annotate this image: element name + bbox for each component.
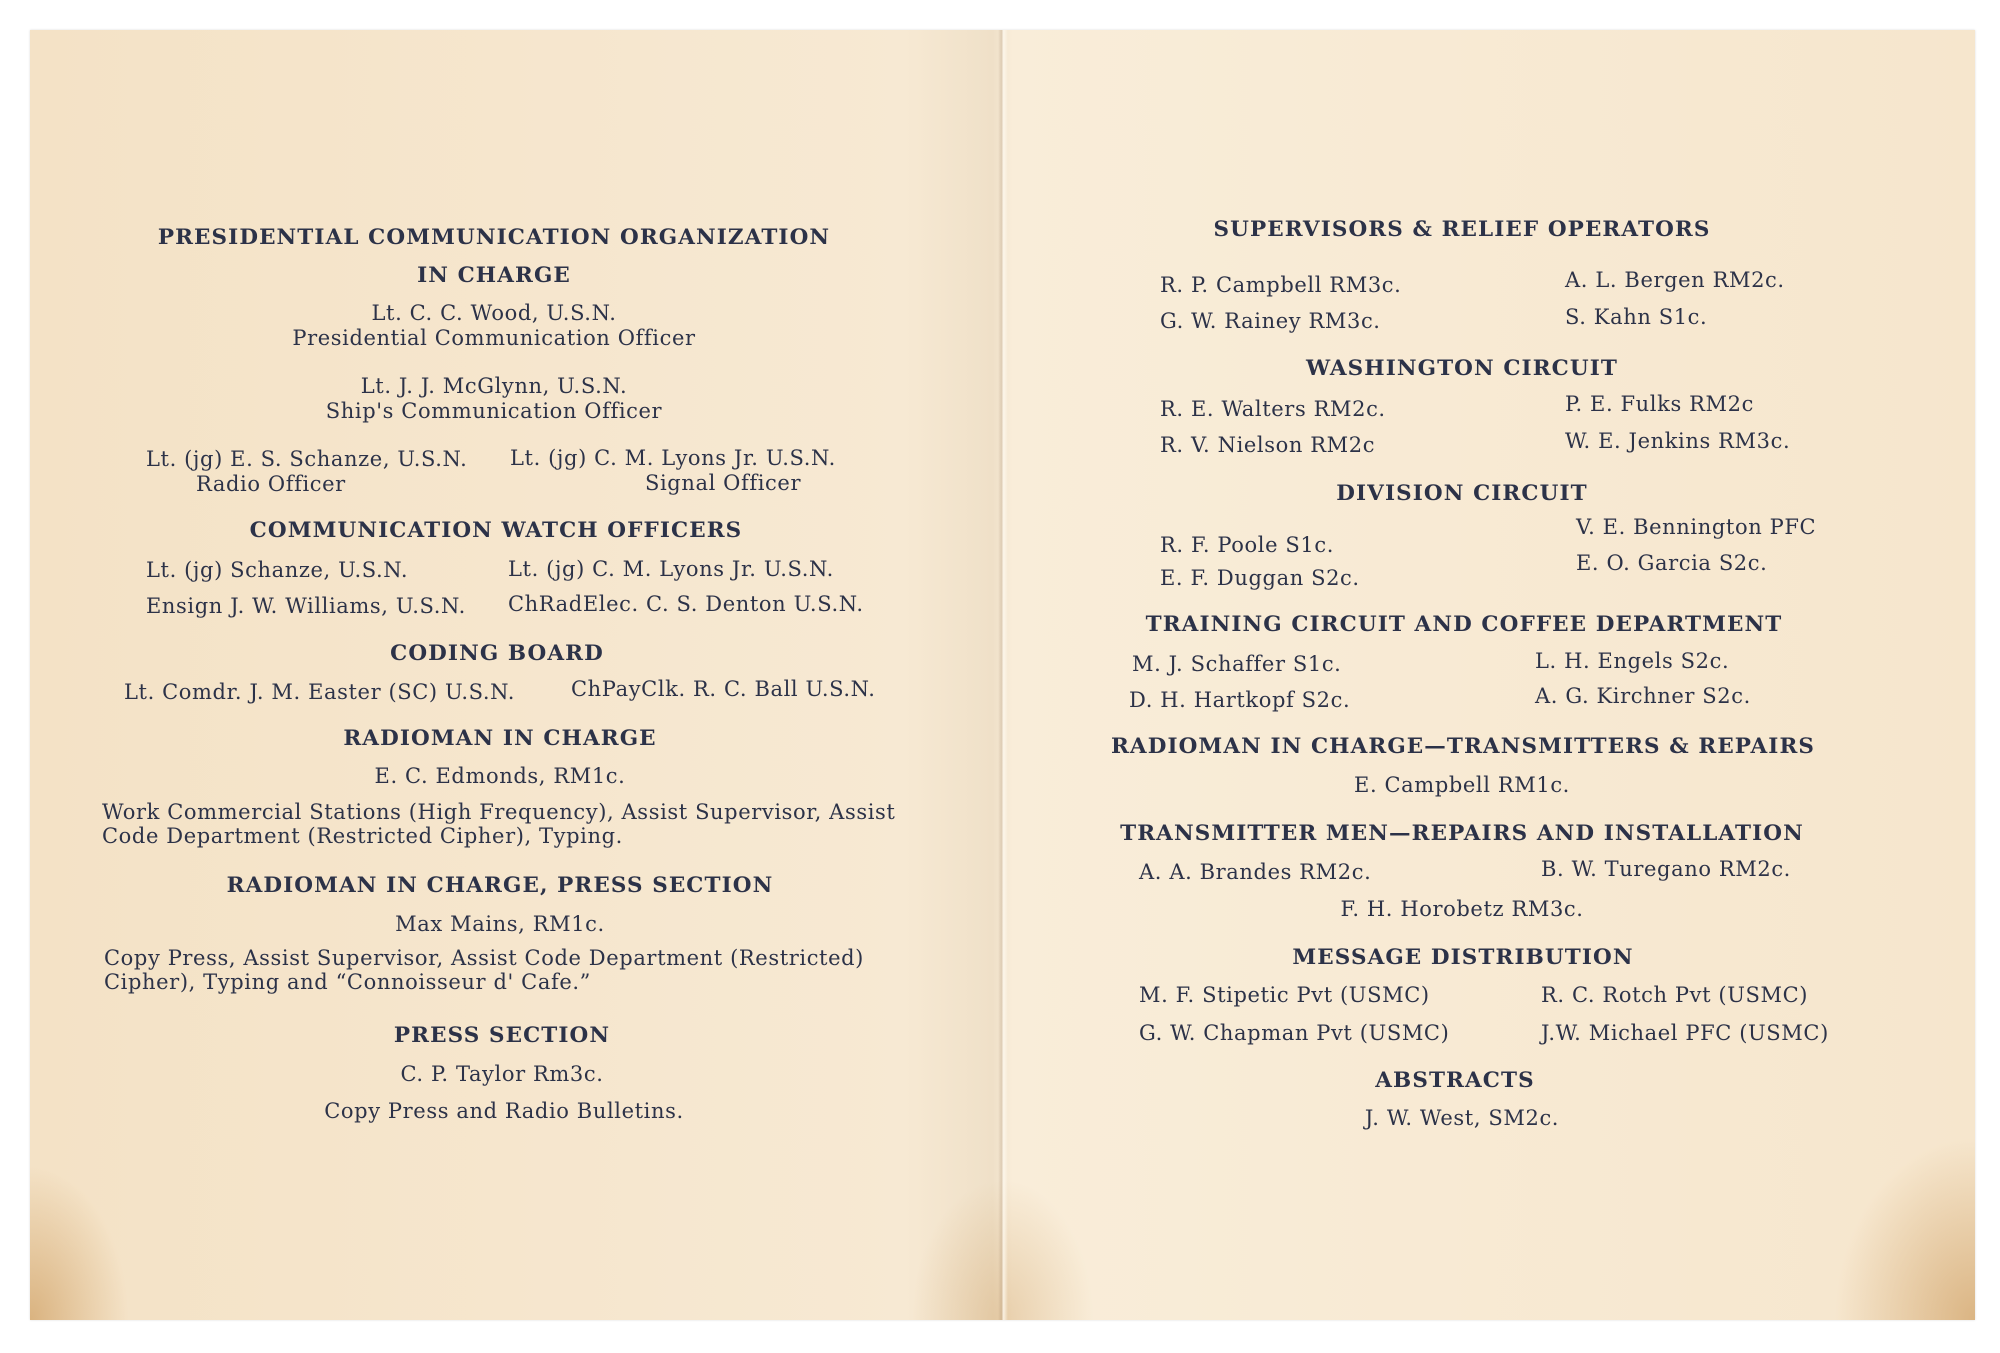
- message-1: M. F. Stipetic Pvt (USMC): [1139, 983, 1430, 1007]
- message-2: R. C. Rotch Pvt (USMC): [1541, 983, 1809, 1007]
- transmitter-man-3: F. H. Horobetz RM3c.: [1340, 897, 1584, 921]
- training-2: L. H. Engels S2c.: [1535, 649, 1730, 673]
- training-4: A. G. Kirchner S2c.: [1535, 684, 1751, 708]
- division-2b: E. O. Garcia S2c.: [1576, 551, 1768, 575]
- division-2a: V. E. Bennington PFC: [1576, 515, 1817, 539]
- radioman-tx-heading: RADIOMAN IN CHARGE—TRANSMITTERS & REPAIRS: [1110, 734, 1816, 759]
- radioman-duties: Work Commercial Stations (High Frequency), Assist Supervisor, Assist Code Department (Restricted Cipher), Typing.: [102, 800, 896, 849]
- washington-1: R. E. Walters RM2c.: [1160, 397, 1386, 421]
- message-heading: MESSAGE DISTRIBUTION: [1292, 945, 1634, 970]
- mcglynn-name: Lt. J. J. McGlynn, U.S.N.: [360, 374, 628, 398]
- radioman-press-name: Max Mains, RM1c.: [395, 912, 605, 936]
- division-1a: R. F. Poole S1c.: [1160, 533, 1334, 557]
- schanze-title: Radio Officer: [196, 472, 346, 496]
- press-section-heading: PRESS SECTION: [393, 1023, 611, 1048]
- transmitter-man-1: A. A. Brandes RM2c.: [1139, 860, 1372, 884]
- supervisor-4: S. Kahn S1c.: [1565, 305, 1708, 329]
- press-section-duties: Copy Press and Radio Bulletins.: [324, 1099, 684, 1123]
- supervisor-1: R. P. Campbell RM3c.: [1160, 273, 1402, 297]
- watch-officer-1: Lt. (jg) Schanze, U.S.N.: [146, 558, 409, 582]
- radioman-press-heading: RADIOMAN IN CHARGE, PRESS SECTION: [226, 873, 774, 898]
- washington-heading: WASHINGTON CIRCUIT: [1306, 356, 1618, 381]
- schanze-name: Lt. (jg) E. S. Schanze, U.S.N.: [146, 447, 468, 471]
- supervisor-2: A. L. Bergen RM2c.: [1565, 268, 1785, 292]
- division-heading: DIVISION CIRCUIT: [1336, 481, 1588, 506]
- in-charge-heading: IN CHARGE: [417, 263, 571, 288]
- center-fold: [998, 30, 1008, 1320]
- radioman-tx-name: E. Campbell RM1c.: [1354, 773, 1570, 797]
- coding-board-member-2: ChPayClk. R. C. Ball U.S.N.: [571, 677, 876, 701]
- wood-title: Presidential Communication Officer: [292, 326, 696, 350]
- transmitter-man-2: B. W. Turegano RM2c.: [1541, 857, 1791, 881]
- press-section-name: C. P. Taylor Rm3c.: [400, 1062, 604, 1086]
- radioman-name: E. C. Edmonds, RM1c.: [374, 764, 626, 788]
- watch-officer-2: Lt. (jg) C. M. Lyons Jr. U.S.N.: [508, 557, 834, 581]
- coding-board-heading: CODING BOARD: [390, 641, 604, 666]
- watch-officer-3: Ensign J. W. Williams, U.S.N.: [146, 594, 466, 618]
- washington-2: P. E. Fulks RM2c: [1565, 392, 1754, 416]
- washington-3: R. V. Nielson RM2c: [1160, 433, 1376, 457]
- lyons-name: Lt. (jg) C. M. Lyons Jr. U.S.N.: [510, 446, 836, 470]
- mcglynn-title: Ship's Communication Officer: [325, 399, 663, 423]
- abstracts-heading: ABSTRACTS: [1375, 1068, 1535, 1093]
- training-1: M. J. Schaffer S1c.: [1132, 652, 1342, 676]
- message-3: G. W. Chapman Pvt (USMC): [1139, 1021, 1450, 1045]
- lyons-title: Signal Officer: [645, 471, 802, 495]
- transmitter-men-heading: TRANSMITTER MEN—REPAIRS AND INSTALLATION: [1120, 821, 1804, 846]
- document-title: PRESIDENTIAL COMMUNICATION ORGANIZATION: [157, 225, 831, 250]
- message-4: J.W. Michael PFC (USMC): [1541, 1021, 1829, 1045]
- washington-4: W. E. Jenkins RM3c.: [1565, 429, 1791, 453]
- watch-officers-heading: COMMUNICATION WATCH OFFICERS: [249, 518, 743, 543]
- watch-officer-4: ChRadElec. C. S. Denton U.S.N.: [508, 592, 864, 616]
- abstracts-name: J. W. West, SM2c.: [1364, 1106, 1560, 1130]
- training-heading: TRAINING CIRCUIT AND COFFEE DEPARTMENT: [1145, 612, 1783, 637]
- radioman-heading: RADIOMAN IN CHARGE: [343, 726, 657, 751]
- division-1b: E. F. Duggan S2c.: [1160, 566, 1360, 590]
- training-3: D. H. Hartkopf S2c.: [1129, 688, 1351, 712]
- wood-name: Lt. C. C. Wood, U.S.N.: [371, 301, 617, 325]
- supervisors-heading: SUPERVISORS & RELIEF OPERATORS: [1213, 217, 1711, 242]
- radioman-press-duties: Copy Press, Assist Supervisor, Assist Code Department (Restricted) Cipher), Typing and “Connoisseur d' Cafe.”: [104, 946, 864, 995]
- supervisor-3: G. W. Rainey RM3c.: [1160, 309, 1381, 333]
- coding-board-member-1: Lt. Comdr. J. M. Easter (SC) U.S.N.: [124, 680, 516, 704]
